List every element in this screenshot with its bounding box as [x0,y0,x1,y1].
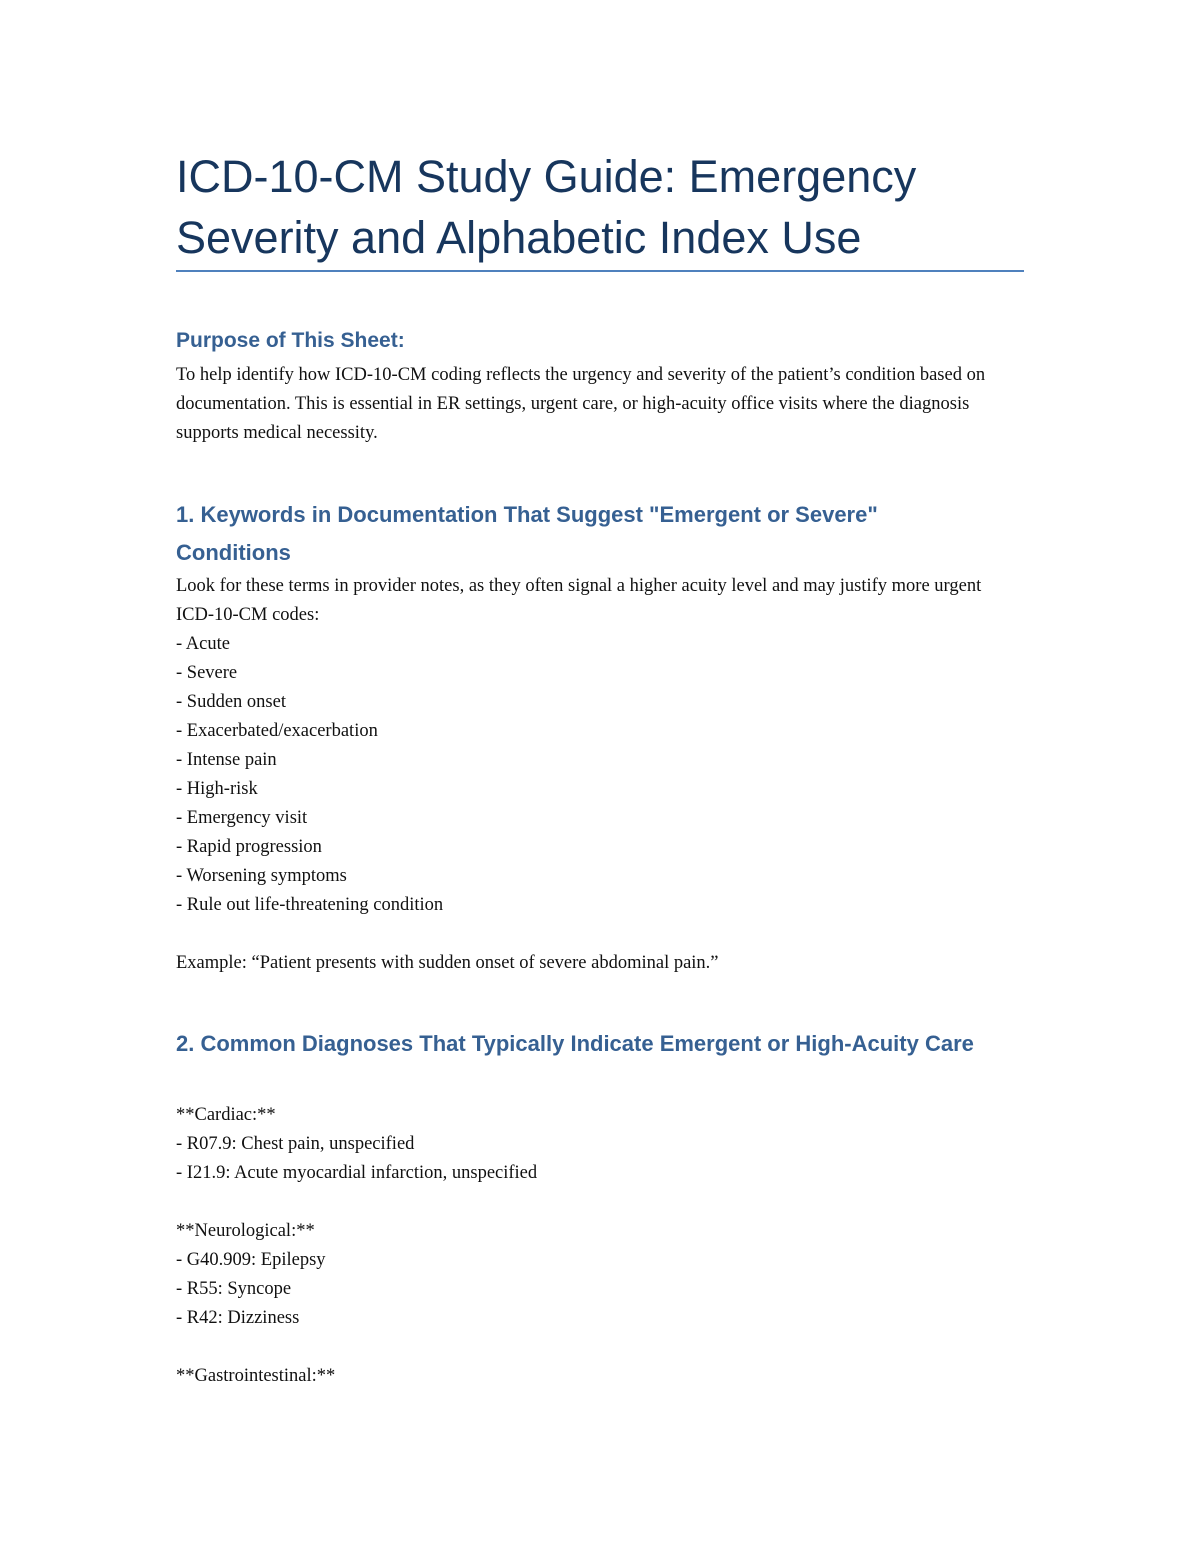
spacer [176,1188,1016,1217]
group-label-gastrointestinal: **Gastrointestinal:** [176,1366,336,1386]
list-item: - R42: Dizziness [176,1308,300,1328]
section1-heading: 1. Keywords in Documentation That Suggest "Emergent or Severe" Conditions [176,502,878,565]
list-item: - Intense pain [176,750,277,770]
group-label-cardiac: **Cardiac:** [176,1105,276,1125]
list-item: - I21.9: Acute myocardial infarction, unspecified [176,1163,538,1183]
keyword-list [176,630,1016,920]
title-underline [176,270,1024,272]
purpose-body [176,361,1016,448]
neurological-list [176,1246,1016,1333]
purpose-text: To help identify how ICD-10-CM coding reflects the urgency and severity of the patient’s condition based on documentation. This is essential in ER settings, urgent care, or high-acuity office visits where the diagnosis supports medical necessity. [176,365,986,443]
list-item: - Rule out life-threatening condition [176,895,444,915]
document-title: ICD-10-CM Study Guide: Emergency Severity and Alphabetic Index Use [176,151,917,263]
list-item: - R55: Syncope [176,1279,292,1299]
list-item: - High-risk [176,779,258,799]
list-item: - Acute [176,634,230,654]
list-item: - Exacerbated/exacerbation [176,721,378,741]
section1-body [176,572,1016,978]
list-item: - Sudden onset [176,692,286,712]
list-item: - Worsening symptoms [176,866,347,886]
list-item: - Emergency visit [176,808,308,828]
list-item: - G40.909: Epilepsy [176,1250,326,1270]
section2-body [176,1101,1016,1391]
list-item: - Rapid progression [176,837,322,857]
cardiac-list [176,1130,1016,1188]
list-item: - R07.9: Chest pain, unspecified [176,1134,415,1154]
purpose-heading: Purpose of This Sheet: [176,329,405,352]
spacer [176,920,1016,949]
list-item: - Severe [176,663,238,683]
section1-example: Example: “Patient presents with sudden onset of severe abdominal pain.” [176,953,719,973]
section2-heading: 2. Common Diagnoses That Typically Indicate Emergent or High-Acuity Care [176,1031,974,1056]
group-label-neurological: **Neurological:** [176,1221,315,1241]
section1-intro: Look for these terms in provider notes, as they often signal a higher acuity level and may justify more urgent ICD-10-CM codes: [176,576,982,625]
spacer [176,1333,1016,1362]
